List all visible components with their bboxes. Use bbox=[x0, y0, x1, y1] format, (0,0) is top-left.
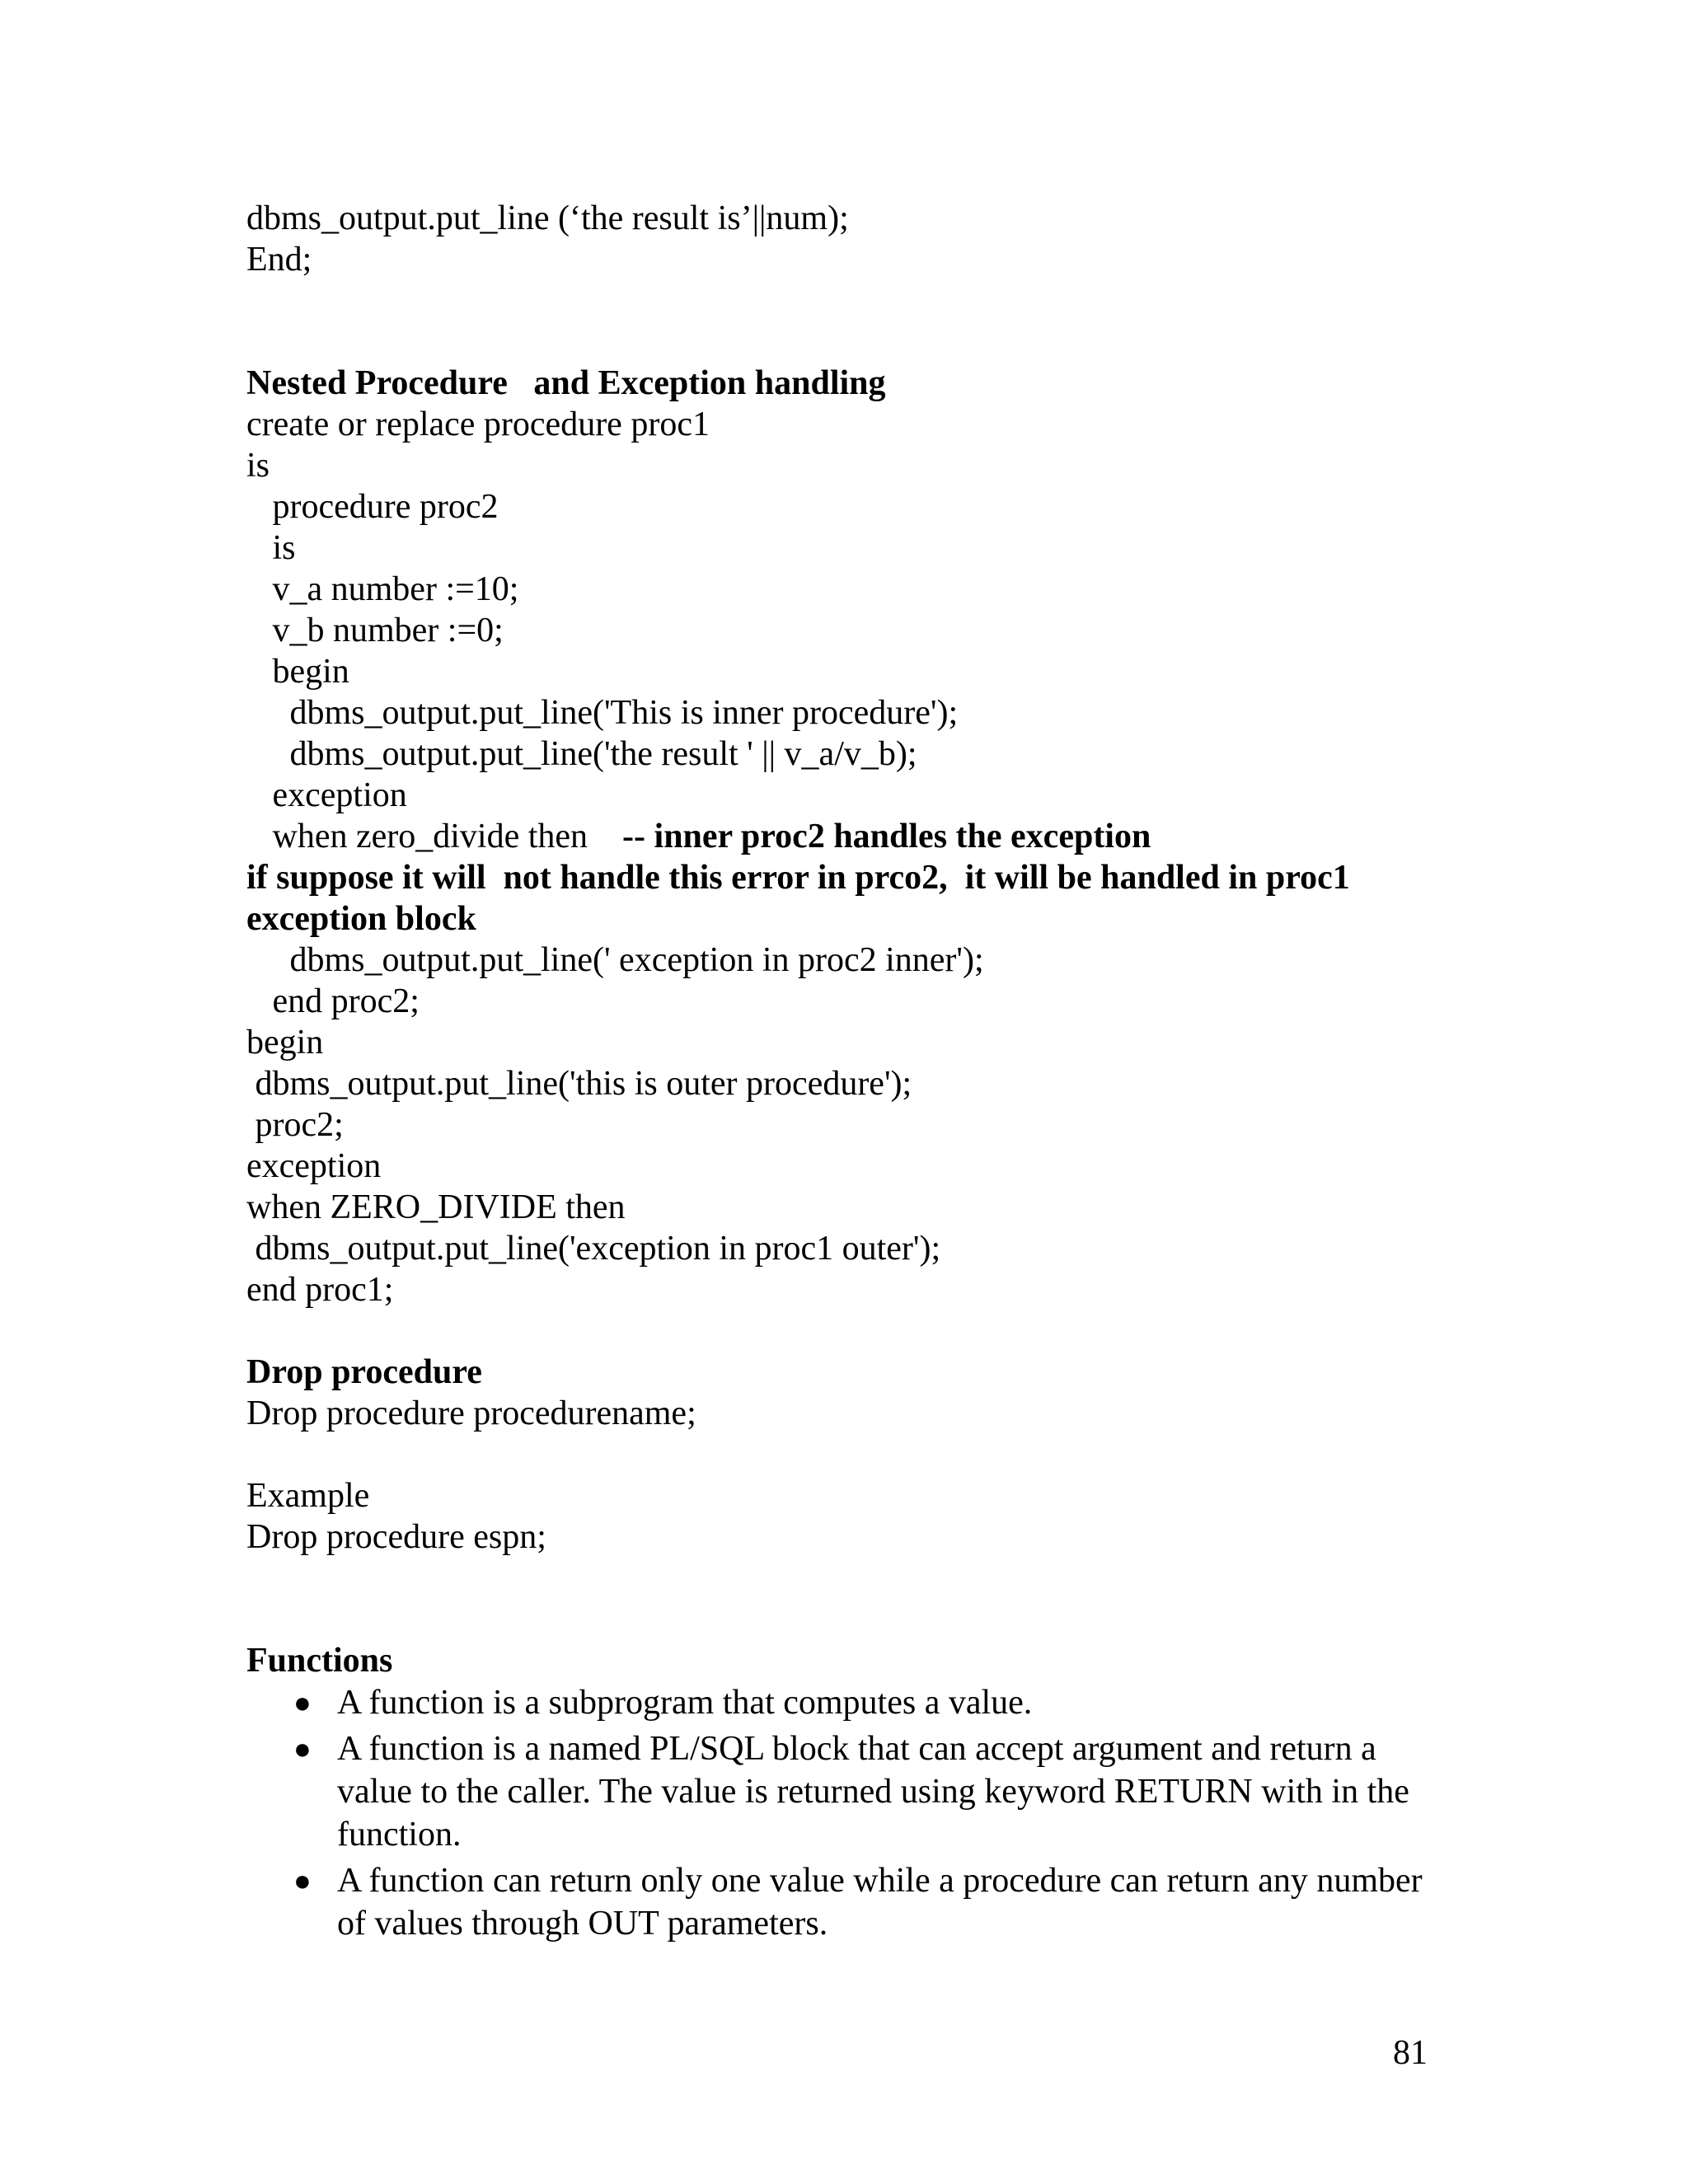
code-line: v_b number :=0; bbox=[246, 612, 504, 649]
code-line: dbms_output.put_line('exception in proc1 outer'); bbox=[246, 1230, 941, 1268]
code-line: End; bbox=[246, 241, 312, 279]
code-line: procedure proc2 bbox=[246, 488, 499, 526]
code-line: begin bbox=[246, 653, 349, 691]
example-label: Example bbox=[246, 1477, 370, 1515]
bullet-icon: ● bbox=[293, 1686, 312, 1719]
code-line: dbms_output.put_line (‘the result is’||num); bbox=[246, 199, 849, 237]
functions-bullet-list bbox=[246, 1681, 1442, 1945]
code-fragment: when zero_divide then bbox=[246, 818, 623, 855]
inline-comment: -- inner proc2 handles the exception bbox=[622, 818, 1151, 855]
section-heading-drop-procedure: Drop procedure bbox=[246, 1353, 482, 1391]
bullet-text: A function can return only one value while a procedure can return any number of values through OUT parameters. bbox=[337, 1862, 1423, 1943]
bullet-text: A function is a named PL/SQL block that can accept argument and return a value to the caller. The value is returned using keyword RETURN with in the function. bbox=[337, 1730, 1409, 1854]
document-body bbox=[246, 198, 1442, 1948]
section-heading-functions: Functions bbox=[246, 1642, 393, 1680]
code-line: is bbox=[246, 447, 270, 485]
code-line: is bbox=[246, 529, 296, 567]
syntax-line: Drop procedure procedurename; bbox=[246, 1394, 696, 1432]
code-line: end proc1; bbox=[246, 1271, 394, 1309]
list-item bbox=[246, 1859, 1442, 1945]
spacer bbox=[246, 1310, 1442, 1352]
code-line: dbms_output.put_line(' exception in proc2 inner'); bbox=[246, 941, 984, 979]
bold-note-line: if suppose it will not handle this error in prco2, it will be handled in proc1 bbox=[246, 859, 1350, 897]
code-line: proc2; bbox=[246, 1106, 344, 1144]
code-line-with-comment bbox=[246, 816, 1442, 857]
code-line: exception bbox=[246, 776, 407, 814]
section-heading-nested-procedure: Nested Procedure and Exception handling bbox=[246, 364, 886, 402]
spacer bbox=[246, 280, 1442, 363]
code-line: dbms_output.put_line('This is inner procedure'); bbox=[246, 694, 959, 732]
bullet-icon: ● bbox=[293, 1864, 312, 1897]
bullet-text: A function is a subprogram that computes a value. bbox=[337, 1684, 1033, 1722]
example-line: Drop procedure espn; bbox=[246, 1518, 546, 1556]
code-line: when ZERO_DIVIDE then bbox=[246, 1188, 626, 1226]
code-line: end proc2; bbox=[246, 982, 420, 1020]
code-line: exception bbox=[246, 1147, 382, 1185]
list-item bbox=[246, 1681, 1442, 1724]
code-line: create or replace procedure proc1 bbox=[246, 405, 710, 443]
list-item bbox=[246, 1727, 1442, 1856]
code-line: begin bbox=[246, 1024, 324, 1062]
code-line: dbms_output.put_line('the result ' || v_a/v_b); bbox=[246, 735, 917, 773]
bullet-icon: ● bbox=[293, 1732, 312, 1765]
spacer bbox=[246, 1434, 1442, 1475]
spacer bbox=[246, 1558, 1442, 1640]
code-line: dbms_output.put_line('this is outer procedure'); bbox=[246, 1065, 912, 1103]
code-line: v_a number :=10; bbox=[246, 570, 519, 608]
page-number: 81 bbox=[1393, 2034, 1428, 2072]
bold-note-line: exception block bbox=[246, 900, 476, 938]
